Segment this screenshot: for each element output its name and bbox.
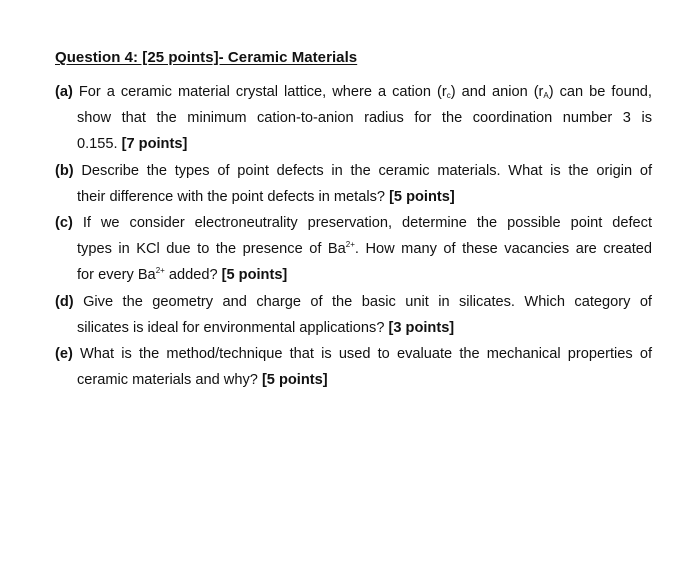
part-a-label: (a): [55, 84, 73, 100]
part-d-points: [3 points]: [388, 320, 455, 336]
part-a-line-1: (a) For a ceramic material crystal lattice, where a cation $(r_c)$ and anion $(r_A)$ can be found,: [55, 84, 652, 100]
part-b-label: (b): [55, 163, 74, 179]
part-d-line-2: silicates is ideal for environmental applications? [3 points]: [77, 320, 455, 336]
part-d-label: (d): [55, 294, 74, 310]
question-part-e: [55, 341, 652, 393]
part-d-line-1: (d) Give the geometry and charge of the basic unit in silicates. Which category of: [55, 294, 652, 310]
part-a-points: [7 points]: [121, 136, 188, 152]
part-e-line-1: (e) What is the method/technique that is used to evaluate the mechanical properties of: [55, 346, 652, 362]
question-part-c: [55, 210, 652, 288]
part-c-line-1: (c) If we consider electroneutrality preservation, determine the possible point defect: [55, 215, 652, 231]
question-part-d: [55, 289, 652, 341]
part-c-points: [5 points]: [221, 267, 288, 283]
part-b-line-2: their difference with the point defects in metals? [5 points]: [77, 189, 455, 205]
part-c-line-2: types in KCl due to the presence of $Ba^{2+}$. How many of these vacancies are created: [77, 240, 652, 257]
question-part-a: [55, 79, 652, 157]
part-a-line-2: show that the minimum cation-to-anion radius for the coordination number 3 is: [77, 110, 652, 126]
part-c-label: (c): [55, 215, 73, 231]
part-c-line-3: for every $Ba^{2+}$ added? [5 points]: [77, 266, 288, 283]
part-b-line-1: (b) Describe the types of point defects in the ceramic materials. What is the origin of: [55, 163, 652, 179]
question-title: Question 4: [25 points]- Ceramic Materials: [55, 49, 358, 66]
question-part-b: [55, 158, 652, 210]
part-b-points: [5 points]: [389, 189, 455, 205]
part-e-label: (e): [55, 346, 73, 362]
part-a-line-3: 0.155. [7 points]: [77, 136, 188, 152]
part-e-line-2: ceramic materials and why? [5 points]: [77, 372, 328, 388]
part-e-points: [5 points]: [261, 372, 328, 388]
